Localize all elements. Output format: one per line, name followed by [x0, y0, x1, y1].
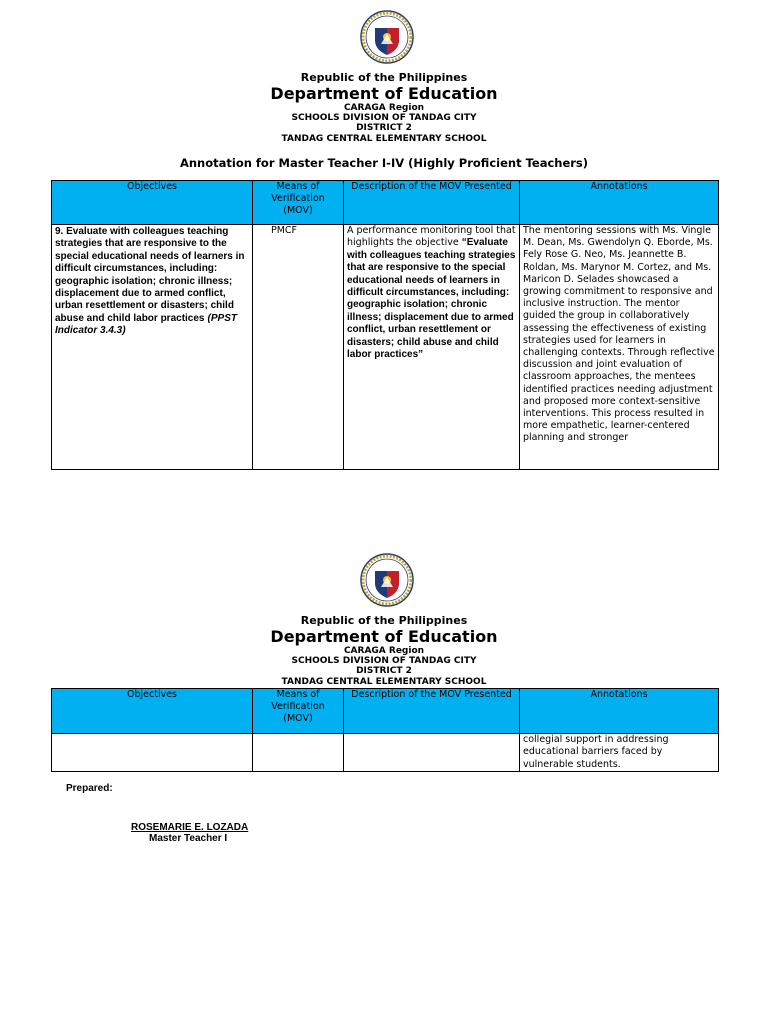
division-line-page-2: SCHOOLS DIVISION OF TANDAG CITY — [291, 656, 477, 666]
region-line: CARAGA Region — [343, 103, 425, 113]
header-description: Description of the MOV Presented — [344, 181, 520, 225]
header-mov-page-2: Means of Verification (MOV) — [253, 689, 344, 734]
description-cell — [344, 225, 520, 470]
table-row — [52, 225, 719, 470]
district-line: DISTRICT 2 — [356, 123, 412, 133]
table-row — [52, 734, 719, 772]
republic-heading-page-2: Republic of the Philippines — [300, 614, 468, 627]
ppst-indicator: (PPST Indicator 3.4.3) — [55, 312, 237, 337]
annotation-continued-text: collegial support in addressing educational barriers faced by vulnerable students. — [523, 734, 669, 770]
table-header-row — [52, 181, 719, 225]
description-quote: “Evaluate with colleagues teaching strategies that are responsive to the special educational needs of learners in difficult circumstances, including: geographic isolation; chronic illness; displacement due to armed conflict, urban resettlement or disasters; child abuse and child labor practices” — [347, 237, 516, 361]
description-cell-page-2 — [344, 734, 520, 772]
republic-heading: Republic of the Philippines — [300, 71, 468, 84]
objective-text: 9. Evaluate with colleagues teaching strategies that are responsive to the special educational needs of learners in difficult circumstances, including: geographic isolation; chronic illness; displacement due to armed conflict, urban resettlement or disasters; child abuse and child labor practices — [55, 226, 245, 324]
school-line-page-2: TANDAG CENTRAL ELEMENTARY SCHOOL — [281, 677, 487, 687]
objective-cell-page-2 — [52, 734, 253, 772]
mov-cell — [253, 225, 344, 470]
signatory-position: Master Teacher I — [149, 833, 228, 844]
header-mov: Means of Verification (MOV) — [253, 181, 344, 225]
region-line-page-2: CARAGA Region — [343, 646, 425, 656]
annotation-title: Annotation for Master Teacher I-IV (Highly Proficient Teachers) — [179, 156, 589, 170]
district-line-page-2: DISTRICT 2 — [356, 666, 412, 676]
signatory-name: ROSEMARIE E. LOZADA — [131, 822, 249, 833]
mov-table-page-1 — [51, 180, 719, 470]
deped-seal-logo — [360, 10, 414, 64]
header-annotations: Annotations — [520, 181, 719, 225]
objective-cell — [52, 225, 253, 470]
annotation-cell-page-2 — [520, 734, 719, 772]
header-annotations-page-2: Annotations — [520, 689, 719, 734]
division-line: SCHOOLS DIVISION OF TANDAG CITY — [291, 113, 477, 123]
mov-value: PMCF — [271, 225, 298, 236]
prepared-label: Prepared: — [66, 783, 113, 794]
header-objectives-page-2: Objectives — [52, 689, 253, 734]
annotation-text: The mentoring sessions with Ms. Vingle M. Dean, Ms. Gwendolyn Q. Eborde, Ms. Fely Rose G. Neo, Ms. Jeannette B. Roldan, Ms. Marynor M. Cortez, and Ms. Maricon D. Selades showcased a growing commitment to responsive and inclusive instruction. The mentor guided the group in collaboratively assessing the effectiveness of existing strategies used for learners in challenging contexts. Through reflective discussion and joint evaluation of classroom approaches, the mentees identified practices needing adjustment and proposed more context-sensitive interventions. This process resulted in more empathetic, learner-centered planning and stronger — [523, 225, 715, 444]
department-heading: Department of Education — [270, 84, 498, 103]
mov-cell-page-2 — [253, 734, 344, 772]
header-objectives: Objectives — [52, 181, 253, 225]
mov-table-page-2 — [51, 688, 719, 772]
description-intro: A performance monitoring tool that highlights the objective — [347, 225, 516, 249]
header-description-page-2: Description of the MOV Presented — [344, 689, 520, 734]
deped-seal-logo-page-2 — [360, 553, 414, 607]
annotation-cell — [520, 225, 719, 470]
table-header-row-page-2 — [52, 689, 719, 734]
department-heading-page-2: Department of Education — [270, 627, 498, 646]
school-line: TANDAG CENTRAL ELEMENTARY SCHOOL — [281, 134, 487, 144]
